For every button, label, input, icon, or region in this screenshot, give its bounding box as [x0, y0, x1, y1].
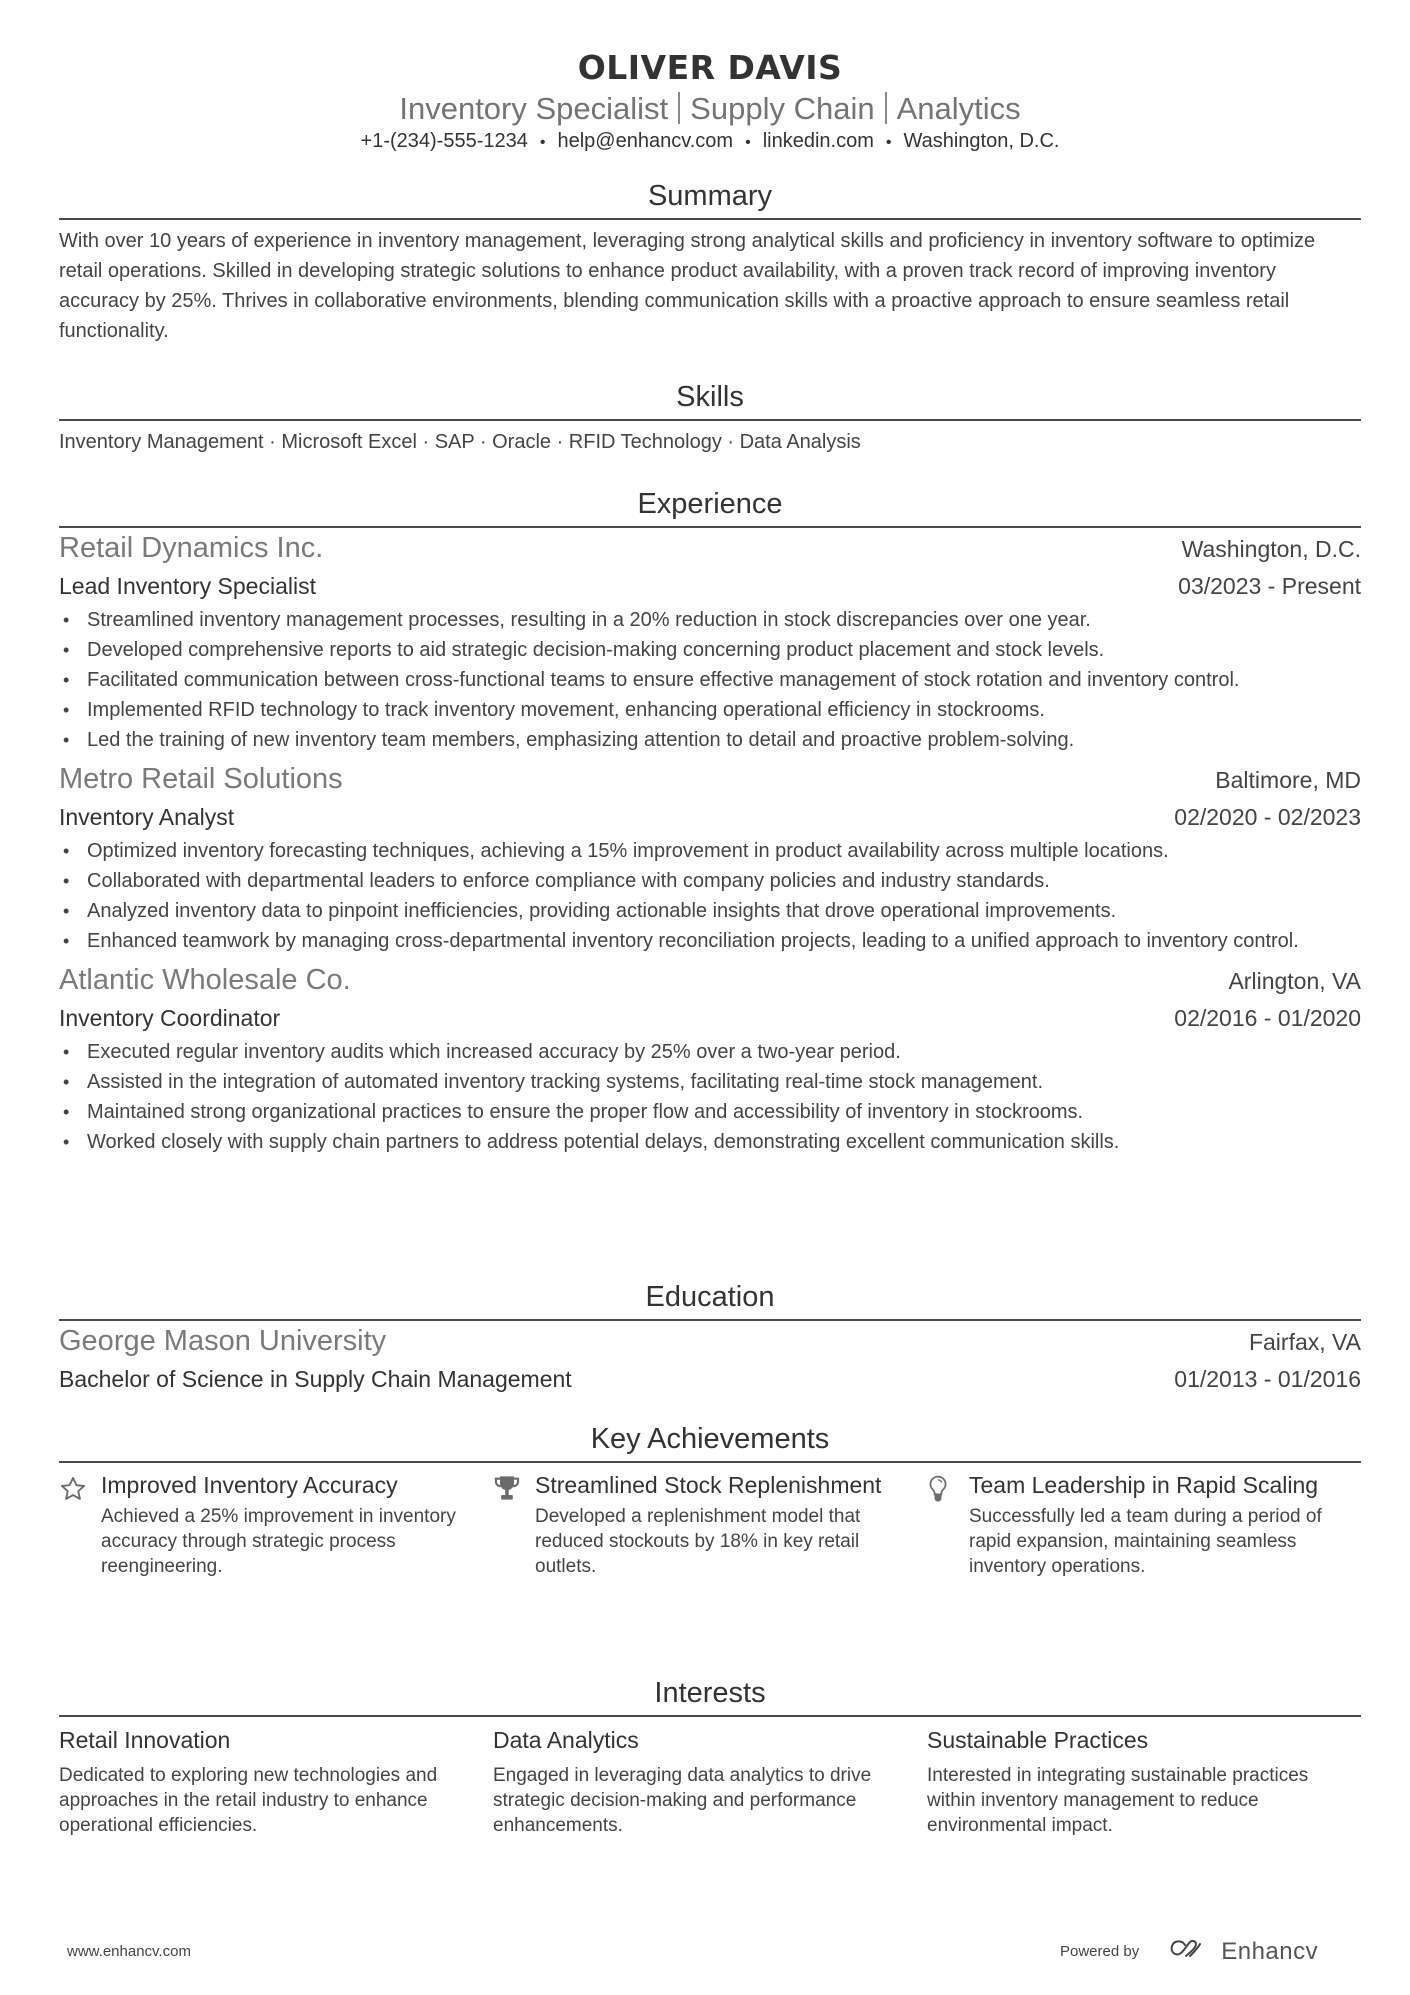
- section-divider: [59, 1319, 1361, 1321]
- job-title: Inventory Analyst: [59, 804, 235, 830]
- degree: Bachelor of Science in Supply Chain Management: [59, 1366, 572, 1392]
- achievement-item: [493, 1471, 927, 1579]
- section-divider: [59, 526, 1361, 528]
- interests-section: [59, 1675, 1361, 1838]
- education-section: [59, 1279, 1361, 1398]
- job-bullets: [59, 1037, 1361, 1157]
- bullet-item: • Enhanced teamwork by managing cross-departmental inventory reconciliation projects, leading to a unified approach to inventory control.: [59, 926, 1361, 956]
- interest-description: Engaged in leveraging data analytics to drive strategic decision-making and performance enhancements.: [493, 1765, 872, 1836]
- skills-section: [59, 379, 1361, 457]
- interest-description: Dedicated to exploring new technologies and approaches in the retail industry to enhance operational efficiencies.: [59, 1765, 438, 1836]
- job-location: Washington, D.C.: [1181, 536, 1361, 562]
- enhancv-logo-icon: [1165, 1936, 1211, 1967]
- headline-part: Inventory Specialist: [399, 91, 669, 126]
- job-dates: 03/2023 - Present: [1178, 573, 1361, 599]
- footer-website-link[interactable]: www.enhancv.com: [67, 1943, 191, 1960]
- skills-list: Inventory Management · Microsoft Excel · SAP · Oracle · RFID Technology · Data Analysis: [59, 431, 861, 453]
- interest-item: [927, 1723, 1361, 1838]
- achievement-item: [59, 1471, 493, 1579]
- bullet-item: • Executed regular inventory audits which increased accuracy by 25% over a two-year period.: [59, 1037, 1361, 1067]
- resume-header: [59, 48, 1361, 156]
- headline-divider: [678, 92, 680, 124]
- contact-separator: •: [539, 134, 546, 151]
- trophy-icon: [493, 1471, 535, 1579]
- job-dates: 02/2020 - 02/2023: [1174, 804, 1361, 830]
- achievement-title: Streamlined Stock Replenishment: [535, 1472, 882, 1498]
- contact-separator: •: [745, 134, 751, 151]
- summary-section: [59, 178, 1361, 346]
- section-title: Education: [645, 1281, 775, 1313]
- section-title: Summary: [647, 180, 773, 212]
- footer-branding[interactable]: [1060, 1936, 1318, 1967]
- contact-phone[interactable]: +1-(234)-555-1234: [360, 130, 528, 152]
- section-divider: [59, 419, 1361, 421]
- section-divider: [59, 1715, 1361, 1717]
- experience-entry: [59, 761, 1361, 956]
- interests-grid: [59, 1723, 1361, 1838]
- bullet-item: • Maintained strong organizational practices to ensure the proper flow and accessibility of inventory in stockrooms.: [59, 1097, 1361, 1127]
- school-name: George Mason University: [59, 1325, 387, 1357]
- education-entry: [59, 1323, 1361, 1398]
- bullet-item: • Implemented RFID technology to track inventory movement, enhancing operational efficiency in stockrooms.: [59, 695, 1361, 725]
- section-title: Skills: [676, 381, 744, 413]
- achievement-title: Team Leadership in Rapid Scaling: [969, 1472, 1319, 1498]
- company-name: Metro Retail Solutions: [59, 763, 343, 795]
- bullet-item: • Facilitated communication between cross-functional teams to ensure effective management of stock rotation and inventory control.: [59, 665, 1361, 695]
- bullet-item: • Worked closely with supply chain partners to address potential delays, demonstrating excellent communication skills.: [59, 1127, 1361, 1157]
- lightbulb-icon: [927, 1471, 969, 1579]
- contact-linkedin[interactable]: linkedin.com: [762, 130, 874, 152]
- job-title: Inventory Coordinator: [59, 1005, 281, 1031]
- section-title: Key Achievements: [590, 1423, 830, 1455]
- interest-description: Interested in integrating sustainable practices within inventory management to reduce environmental impact.: [927, 1765, 1309, 1836]
- section-title: Experience: [637, 488, 783, 520]
- contact-location: Washington, D.C.: [903, 130, 1060, 152]
- job-bullets: [59, 836, 1361, 956]
- company-name: Retail Dynamics Inc.: [59, 532, 324, 564]
- education-dates: 01/2013 - 01/2016: [1174, 1366, 1361, 1392]
- experience-entry: [59, 530, 1361, 755]
- school-location: Fairfax, VA: [1248, 1329, 1361, 1355]
- achievements-section: [59, 1421, 1361, 1579]
- candidate-name: OLIVER DAVIS: [577, 48, 843, 87]
- headline-part: Analytics: [896, 91, 1021, 126]
- job-dates: 02/2016 - 01/2020: [1174, 1005, 1361, 1031]
- job-location: Baltimore, MD: [1215, 767, 1361, 793]
- bullet-item: • Optimized inventory forecasting techniques, achieving a 15% improvement in product availability across multiple locations.: [59, 836, 1361, 866]
- interest-item: [59, 1723, 493, 1838]
- interest-title: Data Analytics: [493, 1727, 639, 1753]
- powered-by-label: Powered by: [1060, 1943, 1140, 1960]
- headline-divider: [885, 92, 887, 124]
- section-divider: [59, 1461, 1361, 1463]
- job-location: Arlington, VA: [1228, 968, 1361, 994]
- interest-title: Sustainable Practices: [927, 1727, 1149, 1753]
- bullet-item: • Analyzed inventory data to pinpoint inefficiencies, providing actionable insights that drove operational improvements.: [59, 896, 1361, 926]
- section-title: Interests: [654, 1677, 766, 1709]
- achievement-description: Achieved a 25% improvement in inventory accuracy through strategic process reengineering.: [101, 1506, 456, 1577]
- brand-name: Enhancv: [1221, 1937, 1319, 1965]
- interest-item: [493, 1723, 927, 1838]
- interest-title: Retail Innovation: [59, 1727, 231, 1753]
- bullet-item: • Collaborated with departmental leaders to enforce compliance with company policies and industry standards.: [59, 866, 1361, 896]
- bullet-item: • Streamlined inventory management processes, resulting in a 20% reduction in stock discrepancies over one year.: [59, 605, 1361, 635]
- bullet-item: • Developed comprehensive reports to aid strategic decision-making concerning product placement and stock levels.: [59, 635, 1361, 665]
- summary-text: With over 10 years of experience in inventory management, leveraging strong analytical skills and proficiency in inventory software to optimize retail operations. Skilled in developing strategic solutions to enhance product availability, with a proven track record of improving inventory accuracy by 25%. Thrives in collaborative environments, blending communication skills with a proactive approach to ensure seamless retail functionality.: [59, 230, 1316, 342]
- achievement-item: [927, 1471, 1361, 1579]
- bullet-item: • Led the training of new inventory team members, emphasizing attention to detail and proactive problem-solving.: [59, 725, 1361, 755]
- achievement-title: Improved Inventory Accuracy: [101, 1472, 398, 1498]
- company-name: Atlantic Wholesale Co.: [59, 964, 351, 996]
- job-title: Lead Inventory Specialist: [59, 573, 316, 599]
- achievement-description: Developed a replenishment model that reduced stockouts by 18% in key retail outlets.: [535, 1506, 861, 1577]
- achievement-description: Successfully led a team during a period of rapid expansion, maintaining seamless inventory operations.: [969, 1506, 1322, 1577]
- achievements-grid: [59, 1471, 1361, 1579]
- headline-part: Supply Chain: [690, 91, 875, 126]
- contact-info: [59, 128, 1361, 156]
- experience-section: [59, 486, 1361, 1157]
- section-divider: [59, 218, 1361, 220]
- contact-email[interactable]: help@enhancv.com: [557, 130, 734, 152]
- bullet-item: • Assisted in the integration of automated inventory tracking systems, facilitating real-time stock management.: [59, 1067, 1361, 1097]
- star-icon: [59, 1471, 101, 1579]
- contact-separator: •: [885, 134, 892, 151]
- candidate-headline: [59, 90, 1361, 128]
- job-bullets: [59, 605, 1361, 755]
- experience-entry: [59, 962, 1361, 1157]
